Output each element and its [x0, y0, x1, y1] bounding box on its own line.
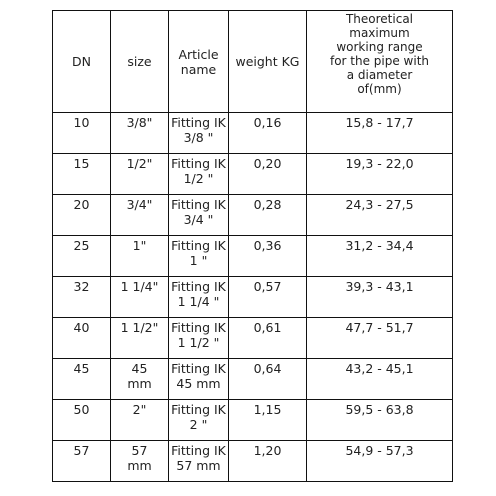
table-row [53, 195, 453, 236]
cell-working-range: 19,3 - 22,0 [307, 154, 453, 195]
cell-article-name: Fitting IK 1 " [169, 236, 229, 277]
cell-dn: 25 [53, 236, 111, 277]
cell-working-range: 59,5 - 63,8 [307, 400, 453, 441]
cell-size: 3/4" [111, 195, 169, 236]
cell-dn: 10 [53, 113, 111, 154]
cell-weight: 0,61 [229, 318, 307, 359]
cell-working-range: 54,9 - 57,3 [307, 441, 453, 482]
cell-weight: 0,28 [229, 195, 307, 236]
fitting-spec-table [52, 10, 453, 482]
table-row [53, 441, 453, 482]
table-row [53, 400, 453, 441]
table-row [53, 277, 453, 318]
table-header [53, 11, 453, 113]
cell-dn: 15 [53, 154, 111, 195]
cell-working-range: 39,3 - 43,1 [307, 277, 453, 318]
cell-article-name: Fitting IK 1 1/2 " [169, 318, 229, 359]
table-row [53, 113, 453, 154]
cell-article-name: Fitting IK 57 mm [169, 441, 229, 482]
cell-article-name: Fitting IK 1/2 " [169, 154, 229, 195]
header-article-name: Article name [169, 11, 229, 113]
cell-article-name: Fitting IK 3/4 " [169, 195, 229, 236]
header-size: size [111, 11, 169, 113]
header-weight: weight KG [229, 11, 307, 113]
cell-weight: 1,15 [229, 400, 307, 441]
cell-weight: 1,20 [229, 441, 307, 482]
cell-dn: 32 [53, 277, 111, 318]
cell-working-range: 24,3 - 27,5 [307, 195, 453, 236]
cell-size: 1/2" [111, 154, 169, 195]
cell-size: 1 1/4" [111, 277, 169, 318]
header-working-range: Theoretical maximum working range for the pipe with a diameter of(mm) [307, 11, 453, 113]
cell-article-name: Fitting IK 45 mm [169, 359, 229, 400]
cell-size: 45 mm [111, 359, 169, 400]
table-row [53, 359, 453, 400]
cell-article-name: Fitting IK 2 " [169, 400, 229, 441]
cell-working-range: 47,7 - 51,7 [307, 318, 453, 359]
cell-weight: 0,20 [229, 154, 307, 195]
table-row [53, 318, 453, 359]
cell-weight: 0,64 [229, 359, 307, 400]
cell-weight: 0,16 [229, 113, 307, 154]
table-row [53, 154, 453, 195]
cell-size: 3/8" [111, 113, 169, 154]
cell-article-name: Fitting IK 3/8 " [169, 113, 229, 154]
cell-article-name: Fitting IK 1 1/4 " [169, 277, 229, 318]
cell-size: 1" [111, 236, 169, 277]
cell-weight: 0,57 [229, 277, 307, 318]
cell-dn: 40 [53, 318, 111, 359]
cell-dn: 50 [53, 400, 111, 441]
table-row [53, 236, 453, 277]
cell-dn: 20 [53, 195, 111, 236]
header-row [53, 11, 453, 113]
cell-size: 1 1/2" [111, 318, 169, 359]
header-dn: DN [53, 11, 111, 113]
cell-working-range: 15,8 - 17,7 [307, 113, 453, 154]
cell-size: 57 mm [111, 441, 169, 482]
cell-working-range: 31,2 - 34,4 [307, 236, 453, 277]
cell-size: 2" [111, 400, 169, 441]
table-body [53, 113, 453, 482]
cell-dn: 45 [53, 359, 111, 400]
cell-weight: 0,36 [229, 236, 307, 277]
cell-dn: 57 [53, 441, 111, 482]
cell-working-range: 43,2 - 45,1 [307, 359, 453, 400]
